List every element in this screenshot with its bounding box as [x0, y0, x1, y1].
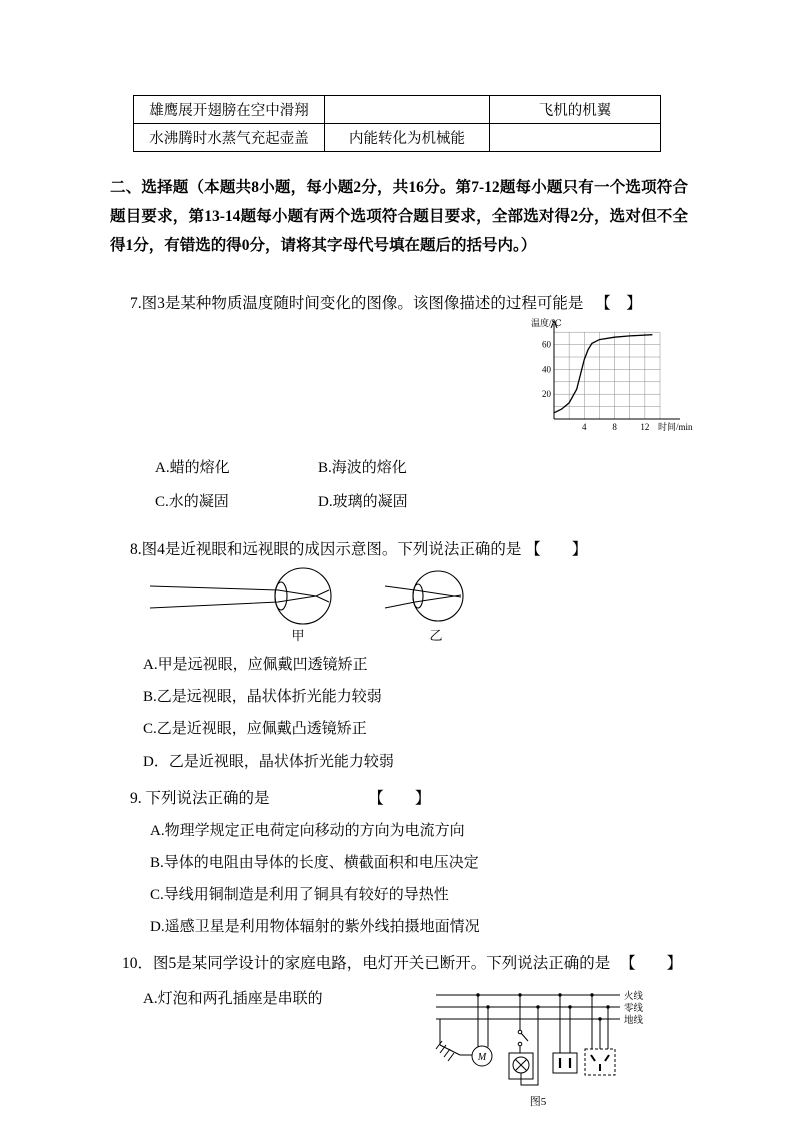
- figure-label-right: 乙: [429, 628, 443, 643]
- svg-text:20: 20: [542, 389, 551, 400]
- switch-contact: [518, 1042, 522, 1046]
- question-10-text: 10．图5是某同学设计的家庭电路，电灯开关已断开。下列说法正确的是: [122, 955, 611, 972]
- completion-table: [133, 95, 661, 152]
- question-8-text: 8.图4是近视眼和远视眼的成因示意图。下列说法正确的是: [130, 541, 522, 558]
- earth-wire-label: 地线: [624, 1016, 644, 1026]
- table-row: [134, 96, 661, 124]
- junction-dot: [606, 1005, 609, 1008]
- eyeball-left: [275, 568, 331, 624]
- chart-grid: [554, 332, 660, 419]
- socket-slot: [605, 1055, 609, 1061]
- q10-option-a: A.灯泡和两孔插座是串联的: [143, 991, 323, 1007]
- x-axis-label: 时间/min: [658, 422, 693, 432]
- svg-text:12: 12: [640, 422, 650, 432]
- figure-label-left: 甲: [291, 628, 305, 643]
- table-cell: [490, 124, 661, 152]
- table-cell: 雄鹰展开翅膀在空中滑翔: [134, 96, 325, 124]
- junction-dot: [558, 993, 561, 996]
- question-9-stem: [130, 786, 430, 808]
- table-cell: [325, 96, 490, 124]
- figure-caption: 图5: [529, 1096, 547, 1108]
- table-row: [134, 124, 661, 152]
- q8-option-b: B.乙是远视眼，晶状体折光能力较弱: [143, 689, 382, 705]
- y-tick-labels: [542, 340, 552, 400]
- y-axis-label: 温度/℃: [531, 318, 562, 328]
- live-wire-label: 火线: [624, 992, 644, 1002]
- table-cell: 内能转化为机械能: [325, 124, 490, 152]
- q9-option-a: A.物理学规定正电荷定向移动的方向为电流方向: [150, 823, 465, 839]
- junction-dot: [590, 993, 593, 996]
- table-cell: 飞机的机翼: [490, 96, 661, 124]
- figure-household-circuit: [430, 983, 658, 1111]
- q8-option-c: C.乙是近视眼，应佩戴凸透镜矫正: [143, 721, 367, 737]
- answer-bracket: 【 】: [368, 790, 431, 807]
- q8-option-d: D．乙是近视眼，晶状体折光能力较弱: [143, 754, 394, 770]
- figure-temperature-chart: [530, 316, 712, 434]
- q8-option-a: A.甲是远视眼，应佩戴凹透镜矫正: [143, 657, 368, 673]
- two-hole-socket: [553, 1053, 577, 1073]
- light-ray: [150, 590, 329, 608]
- q7-option-b: B.海波的熔化: [318, 460, 407, 476]
- answer-bracket: 【 】: [595, 295, 642, 312]
- temperature-curve: [554, 335, 652, 413]
- question-7-stem: [130, 291, 642, 313]
- question-9-text: 9. 下列说法正确的是: [130, 790, 270, 807]
- svg-text:8: 8: [612, 422, 617, 432]
- lens-left: [275, 582, 287, 610]
- junction-dot: [518, 993, 521, 996]
- q9-option-c: C.导线用铜制造是利用了铜具有较好的导热性: [150, 887, 449, 903]
- question-8-stem: [130, 537, 587, 559]
- answer-bracket: 【 】: [525, 541, 588, 558]
- lens-right: [413, 584, 423, 608]
- switch-blade-open: [521, 1033, 528, 1041]
- svg-text:40: 40: [542, 364, 551, 375]
- question-7-text: 7.图3是某种物质温度随时间变化的图像。该图像描述的过程可能是: [130, 295, 584, 312]
- table-cell: 水沸腾时水蒸气充起壶盖: [134, 124, 325, 152]
- q7-option-d: D.玻璃的凝固: [318, 494, 408, 510]
- x-tick-labels: [582, 422, 649, 432]
- light-ray: [150, 586, 329, 602]
- junction-dot: [598, 1017, 601, 1020]
- junction-dot: [568, 1005, 571, 1008]
- neutral-wire-label: 零线: [624, 1004, 644, 1014]
- answer-bracket: 【 】: [620, 955, 683, 972]
- q7-option-a: A.蜡的熔化: [155, 460, 230, 476]
- q7-option-c: C.水的凝固: [155, 494, 229, 510]
- svg-text:4: 4: [582, 422, 587, 432]
- three-hole-socket: [585, 1049, 615, 1075]
- q9-option-d: D.遥感卫星是利用物体辐射的紫外线拍摄地面情况: [150, 919, 480, 935]
- junction-dot: [486, 1005, 489, 1008]
- socket-slot: [591, 1055, 595, 1061]
- question-10-stem: [122, 951, 682, 973]
- svg-text:60: 60: [542, 339, 551, 350]
- section-heading: 二、选择题（本题共8小题，每小题2分，共16分。第7-12题每小题只有一个选项符合题目要求，第13-14题每小题有两个选项符合题目要求，全部选对得2分，选对但不全得1分，有错选的得0分，请将其字母代号填在题后的括号内。）: [110, 179, 688, 254]
- earth-lead: [440, 1045, 460, 1055]
- motor-label: M: [477, 1052, 487, 1063]
- figure-eye-diagrams: [148, 566, 483, 646]
- q9-option-b: B.导体的电阻由导体的长度、横截面积和电压决定: [150, 855, 479, 871]
- junction-dot: [536, 1005, 539, 1008]
- junction-dot: [476, 993, 479, 996]
